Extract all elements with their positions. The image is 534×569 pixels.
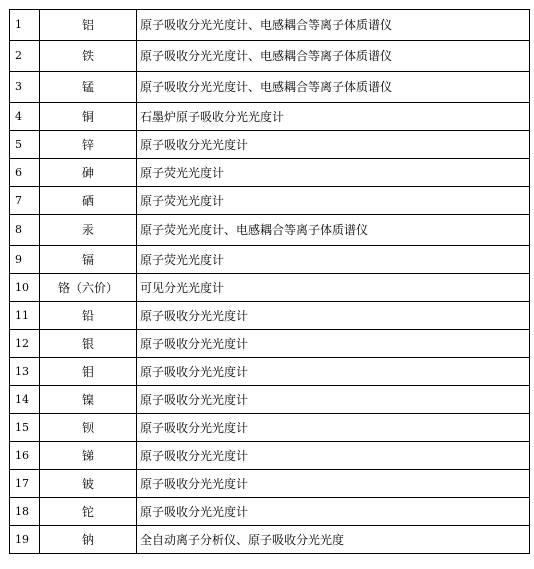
row-number-cell: 7: [10, 187, 40, 215]
instrument-cell: 原子吸收分光光度计: [137, 442, 530, 470]
element-cell: 铬（六价）: [40, 274, 137, 302]
instrument-cell: 原子吸收分光光度计: [137, 358, 530, 386]
table-row: [10, 386, 530, 414]
table-row: [10, 72, 530, 103]
row-number-cell: 14: [10, 386, 40, 414]
element-cell: 钼: [40, 358, 137, 386]
row-number-cell: 1: [10, 10, 40, 41]
element-cell: 铅: [40, 302, 137, 330]
table-row: [10, 330, 530, 358]
row-number-cell: 13: [10, 358, 40, 386]
table-row: [10, 103, 530, 131]
table-row: [10, 274, 530, 302]
table-row: [10, 10, 530, 41]
element-cell: 钡: [40, 414, 137, 442]
element-cell: 铝: [40, 10, 137, 41]
instrument-cell: 原子吸收分光光度计: [137, 414, 530, 442]
row-number-cell: 4: [10, 103, 40, 131]
element-cell: 钠: [40, 526, 137, 554]
row-number-cell: 3: [10, 72, 40, 103]
table-row: [10, 526, 530, 554]
table-row: [10, 470, 530, 498]
table-row: [10, 358, 530, 386]
element-cell: 锑: [40, 442, 137, 470]
instrument-cell: 原子荧光光度计、电感耦合等离子体质谱仪: [137, 215, 530, 246]
instrument-cell: 可见分光光度计: [137, 274, 530, 302]
element-cell: 锌: [40, 131, 137, 159]
row-number-cell: 19: [10, 526, 40, 554]
table-row: [10, 131, 530, 159]
element-cell: 铜: [40, 103, 137, 131]
element-cell: 砷: [40, 159, 137, 187]
element-cell: 镍: [40, 386, 137, 414]
row-number-cell: 8: [10, 215, 40, 246]
element-cell: 铍: [40, 470, 137, 498]
instrument-cell: 原子荧光光度计: [137, 246, 530, 274]
instrument-cell: 原子吸收分光光度计: [137, 386, 530, 414]
element-instrument-table: [9, 9, 530, 554]
instrument-cell: 原子吸收分光光度计: [137, 330, 530, 358]
row-number-cell: 15: [10, 414, 40, 442]
table-row: [10, 246, 530, 274]
element-cell: 汞: [40, 215, 137, 246]
row-number-cell: 5: [10, 131, 40, 159]
table-row: [10, 159, 530, 187]
instrument-cell: 原子吸收分光光度计、电感耦合等离子体质谱仪: [137, 10, 530, 41]
row-number-cell: 11: [10, 302, 40, 330]
instrument-cell: 原子吸收分光光度计: [137, 470, 530, 498]
instrument-cell: 石墨炉原子吸收分光光度计: [137, 103, 530, 131]
table-row: [10, 187, 530, 215]
element-cell: 铁: [40, 41, 137, 72]
element-cell: 锰: [40, 72, 137, 103]
row-number-cell: 16: [10, 442, 40, 470]
table-row: [10, 215, 530, 246]
row-number-cell: 17: [10, 470, 40, 498]
table-row: [10, 414, 530, 442]
instrument-cell: 原子吸收分光光度计、电感耦合等离子体质谱仪: [137, 72, 530, 103]
instrument-cell: 原子荧光光度计: [137, 187, 530, 215]
instrument-cell: 原子吸收分光光度计: [137, 498, 530, 526]
table-row: [10, 41, 530, 72]
element-cell: 铊: [40, 498, 137, 526]
row-number-cell: 18: [10, 498, 40, 526]
instrument-cell: 原子吸收分光光度计: [137, 302, 530, 330]
element-cell: 镉: [40, 246, 137, 274]
table-container: [9, 9, 530, 554]
row-number-cell: 6: [10, 159, 40, 187]
row-number-cell: 12: [10, 330, 40, 358]
table-row: [10, 302, 530, 330]
row-number-cell: 2: [10, 41, 40, 72]
element-cell: 银: [40, 330, 137, 358]
instrument-cell: 全自动离子分析仪、原子吸收分光光度: [137, 526, 530, 554]
row-number-cell: 9: [10, 246, 40, 274]
instrument-cell: 原子吸收分光光度计: [137, 131, 530, 159]
table-row: [10, 442, 530, 470]
row-number-cell: 10: [10, 274, 40, 302]
table-row: [10, 498, 530, 526]
instrument-cell: 原子荧光光度计: [137, 159, 530, 187]
instrument-cell: 原子吸收分光光度计、电感耦合等离子体质谱仪: [137, 41, 530, 72]
element-cell: 硒: [40, 187, 137, 215]
